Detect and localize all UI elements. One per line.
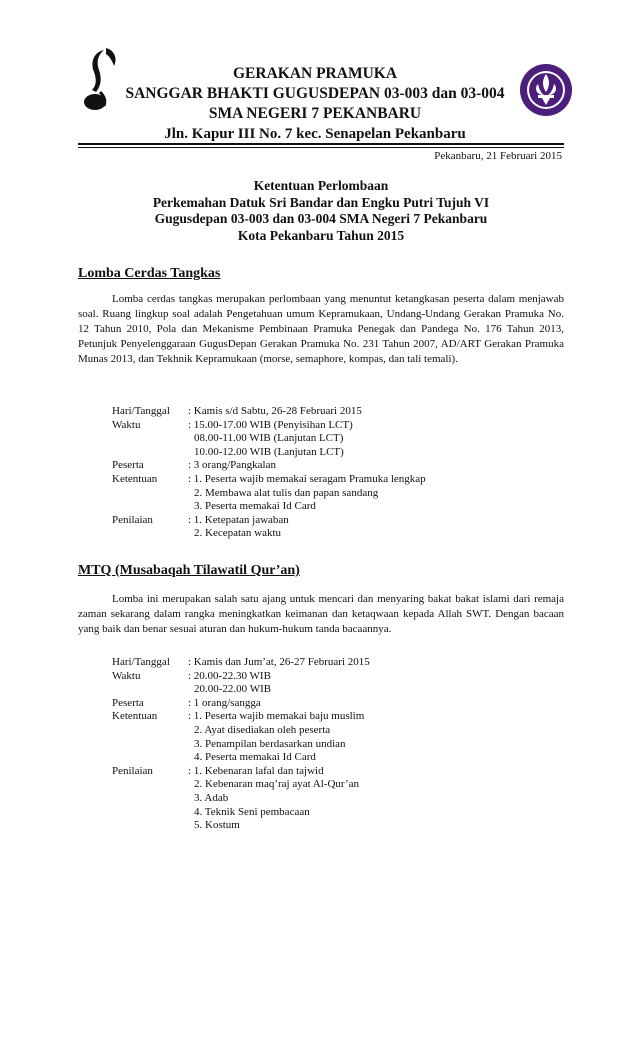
lct-ketentuan-1: : 1. Peserta wajib memakai seragam Pramuka lengkap xyxy=(188,472,426,485)
lct-peserta-row xyxy=(112,459,532,473)
mtq-waktu-label: Waktu xyxy=(112,669,141,682)
mtq-hari-label: Hari/Tanggal xyxy=(112,656,170,668)
mtq-details xyxy=(112,656,532,833)
letterhead-rule-thick xyxy=(78,143,564,145)
title-line-1: Ketentuan Perlombaan xyxy=(253,178,389,193)
mtq-waktu-row xyxy=(112,670,532,684)
letterhead-rule-thin xyxy=(78,147,564,148)
lct-waktu-1: : 15.00-17.00 WIB (Penyisihan LCT) xyxy=(188,418,353,431)
section-heading-mtq: MTQ (Musabaqah Tilawatil Qur’an) xyxy=(78,563,300,578)
mtq-waktu-2: 20.00-22.00 WIB xyxy=(194,683,272,696)
lct-waktu-2: 08.00-11.00 WIB (Lanjutan LCT) xyxy=(194,432,344,445)
mtq-penilaian-2: 2. Kebenaran maq’raj ayat Al-Qur’an xyxy=(194,778,360,791)
mtq-ketentuan-1: : 1. Peserta wajib memakai baju muslim xyxy=(188,710,365,723)
lct-hari-value: : Kamis s/d Sabtu, 26-28 Februari 2015 xyxy=(188,405,362,417)
section-paragraph-lct: Lomba cerdas tangkas merupakan perlombaan yang menuntut ketangkasan peserta dalam menjawab soal. Ruang lingkup soal adalah Pengetahuan umum Kepramukaan, Undang-Undang Gerakan Pramuka No. 12 Tahun 2010, Pola dan Mekanisme Pembinaan Pramuka Penegak dan Pandega No. 176 Tahun 2013, Petunjuk Penyelenggaraan GugusDepan Gerakan Pramuka No. 231 Tahun 2007, AD/ART Gerakan Pramuka Munas 2013, dan Tekhnik Kepramukaan (morse, semaphore, kompas, dan tali temali). xyxy=(78,293,564,365)
mtq-penilaian-3: 3. Adab xyxy=(194,791,229,804)
letterhead-address: Jln. Kapur III No. 7 kec. Senapelan Pekanbaru xyxy=(164,126,466,142)
letterhead-sanggar: SANGGAR BHAKTI GUGUSDEPAN 03-003 dan 03-004 xyxy=(125,85,505,102)
document-date: Pekanbaru, 21 Februari 2015 xyxy=(434,150,562,162)
document-title xyxy=(78,178,564,244)
title-line-4: Kota Pekanbaru Tahun 2015 xyxy=(237,227,405,243)
lct-hari-row xyxy=(112,405,532,419)
mtq-ketentuan-4: 4. Peserta memakai Id Card xyxy=(194,751,316,764)
mtq-peserta-value: : 1 orang/sangga xyxy=(188,696,261,709)
lct-ketentuan-row xyxy=(112,473,532,487)
lct-ketentuan-2: 2. Membawa alat tulis dan papan sandang xyxy=(194,486,379,499)
mtq-ketentuan-3: 3. Penampilan berdasarkan undian xyxy=(194,737,346,750)
mtq-peserta-label: Peserta xyxy=(112,696,144,709)
lct-peserta-label: Peserta xyxy=(112,459,144,472)
lct-ketentuan-3: 3. Peserta memakai Id Card xyxy=(194,500,316,513)
lct-penilaian-1: : 1. Ketepatan jawaban xyxy=(188,513,289,526)
lct-waktu-row xyxy=(112,419,532,433)
lct-penilaian-row xyxy=(112,514,532,528)
title-line-3: Gugusdepan 03-003 dan 03-004 SMA Negeri 7 Pekanbaru xyxy=(154,211,488,226)
lct-peserta-value: : 3 orang/Pangkalan xyxy=(188,459,276,472)
mtq-penilaian-row xyxy=(112,765,532,779)
letterhead-org: GERAKAN PRAMUKA xyxy=(232,65,398,82)
mtq-ketentuan-2: 2. Ayat disediakan oleh peserta xyxy=(194,723,331,736)
lct-waktu-label: Waktu xyxy=(112,418,141,431)
lct-details xyxy=(112,405,532,541)
mtq-ketentuan-label: Ketentuan xyxy=(112,710,158,723)
title-line-2: Perkemahan Datuk Sri Bandar dan Engku Putri Tujuh VI xyxy=(152,194,490,210)
lct-penilaian-2: 2. Kecepatan waktu xyxy=(194,527,282,540)
section-heading-lct: Lomba Cerdas Tangkas xyxy=(78,266,221,281)
mtq-penilaian-5: 5. Kostum xyxy=(194,819,240,832)
lct-ketentuan-label: Ketentuan xyxy=(112,472,158,485)
mtq-waktu-1: : 20.00-22.30 WIB xyxy=(188,669,271,682)
section-paragraph-mtq: Lomba ini merupakan salah satu ajang untuk mencari dan menyaring bakat bakat islami dari remaja zaman sekarang dalam rangka meningkatkan keimanan dan ketaqwaan kepada Allah SWT. Dengan bacaan yang baik dan benar sesuai aturan dan hukum-hukum tanda bacaannya. xyxy=(78,593,564,635)
mtq-penilaian-4: 4. Teknik Seni pembacaan xyxy=(194,805,310,818)
lct-hari-label: Hari/Tanggal xyxy=(112,405,170,417)
mtq-penilaian-label: Penilaian xyxy=(112,764,153,777)
mtq-hari-value: : Kamis dan Jum’at, 26-27 Februari 2015 xyxy=(188,656,370,668)
mtq-hari-row xyxy=(112,656,532,670)
mtq-ketentuan-row xyxy=(112,710,532,724)
lct-waktu-3: 10.00-12.00 WIB (Lanjutan LCT) xyxy=(194,445,344,458)
mtq-peserta-row xyxy=(112,697,532,711)
mtq-penilaian-1: : 1. Kebenaran lafal dan tajwid xyxy=(188,764,324,777)
letterhead xyxy=(90,64,540,144)
lct-penilaian-label: Penilaian xyxy=(112,513,153,526)
letterhead-school: SMA NEGERI 7 PEKANBARU xyxy=(208,105,422,122)
